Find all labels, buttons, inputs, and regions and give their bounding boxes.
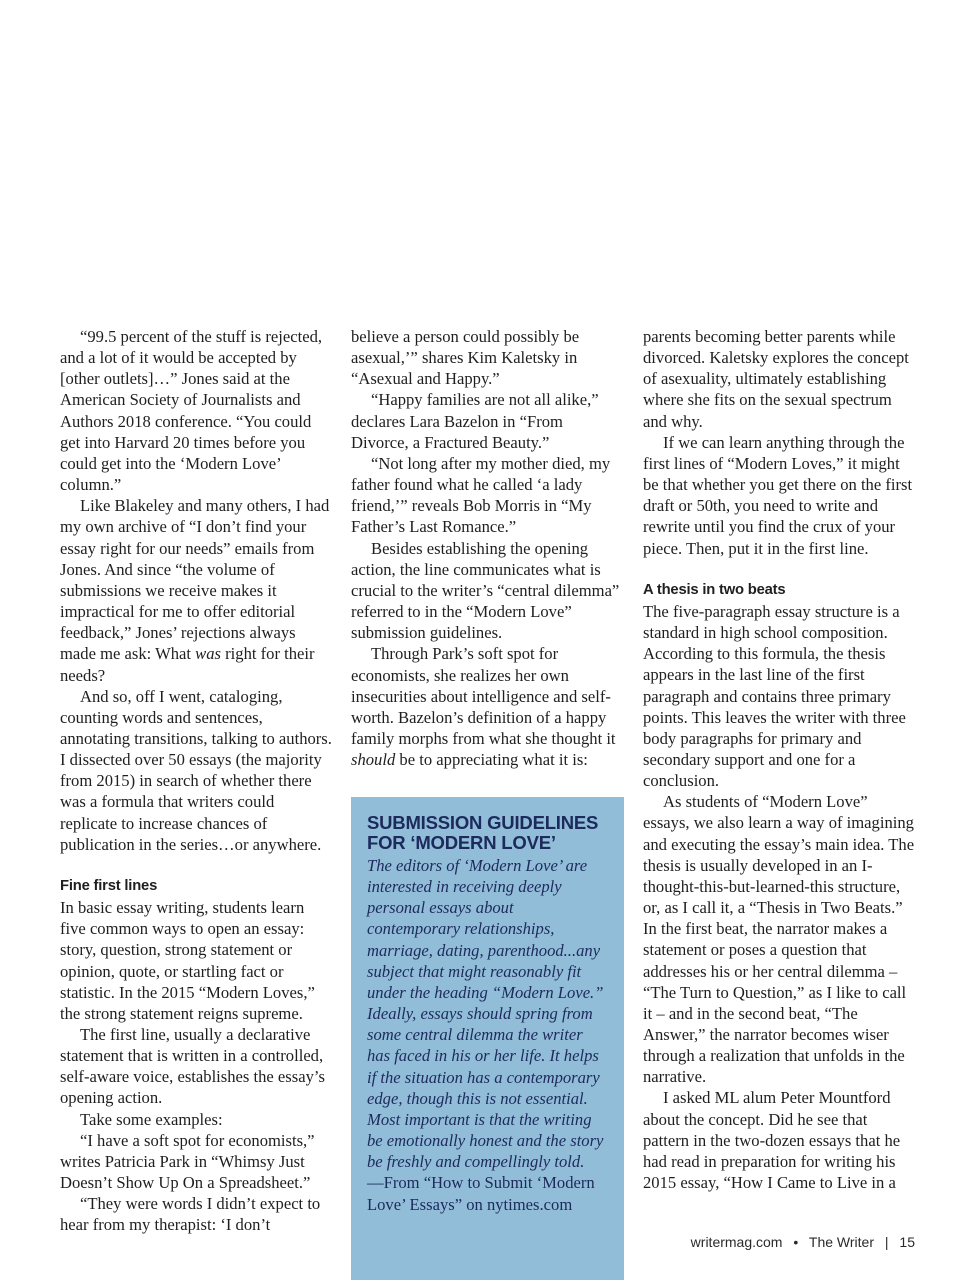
paragraph: In basic essay writing, students learn five common ways to open an essay: story, question, strong statement or opinion, quote, or startling fact or statistic. In the 2015 “Modern Loves,” the strong statement reigns supreme.	[60, 898, 315, 1023]
paragraph: If we can learn anything through the first lines of “Modern Loves,” it might be that whether you get there on the first draft or 50th, you need to write and rewrite until you find the crux of your piece. Then, put it in the first line.	[643, 432, 913, 558]
emphasis: was	[195, 644, 221, 664]
article-column-3	[643, 326, 917, 1193]
footer-site: writermag.com	[690, 1234, 783, 1250]
footer-magazine: The Writer	[808, 1234, 874, 1250]
page-footer	[691, 1234, 915, 1250]
section-heading-thesis: A thesis in two beats	[643, 581, 786, 598]
footer-bullet: •	[793, 1234, 799, 1250]
paragraph: The five-paragraph essay structure is a standard in high school composition. According to this formula, the thesis appears in the last line of the first paragraph and contains three primary points. This leaves the writer with three body paragraphs for primary and secondary support and one for a conclusion.	[643, 601, 906, 791]
section-heading-fine-first-lines: Fine first lines	[60, 877, 158, 894]
paragraph: believe a person could possibly be asexual,’” shares Kim Kaletsky in “Asexual and Happy.”	[351, 327, 580, 389]
emphasis: should	[351, 750, 396, 770]
text-span: Like Blakeley and many others, I had my own archive of “I don’t find your essay right for our needs” emails from Jones. And since “the volume of submissions we receive makes it impractical for me to offer editorial feedback,” Jones’ rejections always made me ask: What	[60, 496, 330, 664]
article-column-1	[60, 326, 332, 1236]
sidebar-title: SUBMISSION GUIDELINES FOR ‘MODERN LOVE’	[367, 812, 599, 853]
sidebar-body: The editors of ‘Modern Love’ are interested in receiving deeply personal essays about contemporary relationships, marriage, dating, parenthood...any subject that might reasonably fit under the heading “Modern Love.” Ideally, essays should spring from some central dilemma the writer has faced in his or her life. It helps if the situation has a contemporary edge, though this is not essential. Most important is that the writing be emotionally honest and the story be freshly and compellingly told.	[367, 856, 604, 1172]
paragraph: “They were words I didn’t expect to hear from my therapist: ‘I don’t	[60, 1194, 321, 1235]
paragraph: “Happy families are not all alike,” declares Lara Bazelon in “From Divorce, a Fractured Beauty.”	[351, 390, 599, 452]
text-span: Through Park’s soft spot for economists, she realizes her own insecurities about intelligence and self-worth. Bazelon’s definition of a happy family morphs from what she thought it	[351, 644, 616, 748]
paragraph: Besides establishing the opening action, the line communicates what is crucial to the writer’s “central dilemma” referred to in the “Modern Love” submission guidelines.	[351, 538, 620, 643]
text-span: right for their needs?	[60, 644, 315, 685]
article-column-2	[351, 326, 623, 770]
sidebar-source: —From “How to Submit ‘Modern Love’ Essays” on nytimes.com	[367, 1173, 595, 1214]
paragraph: “I have a soft spot for economists,” writes Patricia Park in “Whimsy Just Doesn’t Show Up On a Spreadsheet.”	[60, 1130, 315, 1193]
paragraph: And so, off I went, cataloging, counting words and sentences, annotating transitions, talking to authors. I dissected over 50 essays (the majority from 2015) in search of whether there was a formula that writers could replicate to increase chances of publication in the series…or anywhere.	[60, 686, 332, 854]
paragraph	[60, 495, 332, 685]
paragraph	[351, 643, 623, 770]
paragraph: parents becoming better parents while divorced. Kaletsky explores the concept of asexuality, ultimately establishing where she fits on the sexual spectrum and why.	[643, 327, 909, 431]
page-number: 15	[899, 1234, 915, 1250]
footer-divider: |	[884, 1234, 889, 1250]
text-span: be to appreciating what it is:	[395, 750, 588, 770]
paragraph: I asked ML alum Peter Mountford about the concept. Did he see that pattern in the two-dozen essays that he had read in preparation for writing his 2015 essay, “How I Came to Live in a	[643, 1088, 901, 1193]
paragraph: Take some examples:	[80, 1109, 223, 1129]
submission-guidelines-sidebar	[351, 797, 624, 1280]
paragraph: The first line, usually a declarative statement that is written in a controlled, self-aware voice, establishes the essay’s opening action.	[60, 1025, 325, 1108]
paragraph: “99.5 percent of the stuff is rejected, and a lot of it would be accepted by [other outlets]…” Jones said at the American Society of Journalists and Authors 2018 conference. “You could get into Harvard 20 times before you could get into the ‘Modern Love’ column.”	[60, 327, 323, 495]
paragraph: As students of “Modern Love” essays, we also learn a way of imagining and executing the essay’s main idea. The thesis is usually developed in an I-thought-this-but-learned-this structure, or, as I call it, a “Thesis in Two Beats.” In the first beat, the narrator makes a statement or poses a question that addresses his or her central dilemma – “The Turn to Question,” as I like to call it – and in the second beat, “The Answer,” the narrator becomes wiser through a realization that unfolds in the narrative.	[643, 792, 915, 1087]
paragraph: “Not long after my mother died, my father found what he called ‘a lady friend,’” reveals Bob Morris in “My Father’s Last Romance.”	[351, 453, 611, 537]
